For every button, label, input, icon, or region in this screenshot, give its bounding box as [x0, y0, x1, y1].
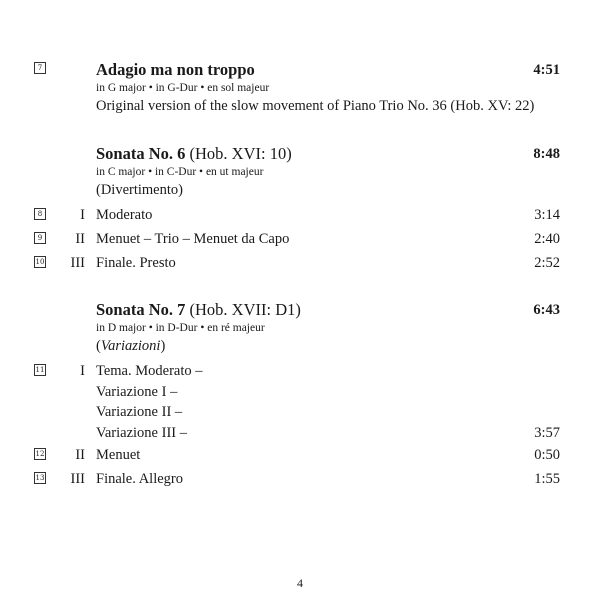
movement-number: III — [70, 471, 85, 487]
work-title: Adagio ma non troppo — [96, 60, 255, 79]
movement-title: Finale. Allegro — [96, 471, 183, 487]
work-keys: in D major • in D-Dur • en ré majeur — [96, 322, 265, 334]
movement-number: III — [70, 255, 85, 271]
movement-number: II — [75, 231, 85, 247]
track-number-box: 10 — [35, 258, 45, 266]
work-subtitle: (Divertimento) — [96, 182, 183, 198]
work-keys: in C major • in C-Dur • en ut majeur — [96, 166, 264, 178]
work-subtitle: (Variazioni) — [96, 338, 166, 354]
movement-number: I — [80, 207, 85, 223]
work-duration: 4:51 — [533, 62, 560, 78]
track-number-box: 8 — [34, 208, 46, 220]
movement-title-line: Tema. Moderato – — [96, 363, 203, 379]
work-duration: 8:48 — [533, 146, 560, 162]
work-keys: in G major • in G-Dur • en sol majeur — [96, 82, 270, 94]
track-number-box: 11 — [35, 366, 45, 374]
movement-title: Menuet — [96, 447, 141, 463]
movement-duration: 2:40 — [534, 231, 560, 247]
movement-number: I — [80, 363, 85, 379]
movement-duration: 2:52 — [534, 255, 560, 271]
track-number-box: 12 — [35, 450, 45, 458]
track-number-box: 9 — [34, 232, 46, 244]
movement-title-line: Variazione III – — [96, 425, 187, 441]
movement-number: II — [75, 447, 85, 463]
movement-duration: 3:14 — [534, 207, 560, 223]
work-title: Sonata No. 7 (Hob. XVII: D1) — [96, 300, 301, 319]
track-number-box: 13 — [35, 474, 45, 482]
track-number-box: 7 — [34, 62, 46, 74]
movement-title: Moderato — [96, 207, 153, 223]
work-title: Sonata No. 6 (Hob. XVI: 10) — [96, 144, 292, 163]
movement-duration: 1:55 — [534, 471, 560, 487]
movement-duration: 0:50 — [534, 447, 560, 463]
movement-title: Menuet – Trio – Menuet da Capo — [96, 231, 290, 247]
movement-title-line: Variazione I – — [96, 384, 178, 400]
page-number: 4 — [297, 576, 303, 590]
movement-title: Finale. Presto — [96, 255, 176, 271]
movement-title-line: Variazione II – — [96, 404, 183, 420]
work-duration: 6:43 — [533, 302, 560, 318]
movement-duration: 3:57 — [534, 425, 560, 441]
work-note: Original version of the slow movement of Piano Trio No. 36 (Hob. XV: 22) — [96, 98, 535, 114]
